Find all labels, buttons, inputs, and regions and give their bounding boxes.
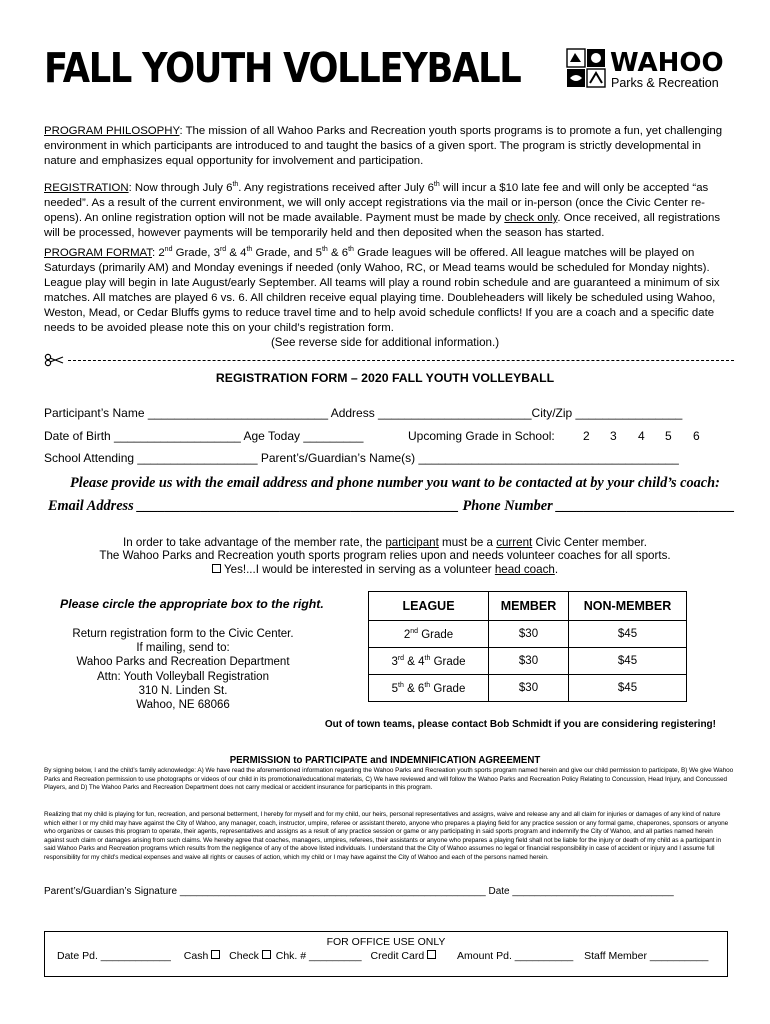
email-prompt: Please provide us with the email address and phone number you want to be contacted at by your child’s coach: [70,475,720,491]
registration-text: . Any registrations received after July 6 [238,181,434,194]
table-row[interactable] [369,675,687,702]
superscript: nd [410,627,419,635]
form-title: REGISTRATION FORM – 2020 FALL YOUTH VOLLEYBALL [215,371,555,385]
superscript: th [348,246,354,253]
philosophy-label: PROGRAM PHILOSOPHY [44,125,180,137]
date-paid-field[interactable]: Date Pd. ____________ [57,950,171,962]
permission-title: PERMISSION to PARTICIPATE and INDEMNIFICATION AGREEMENT [229,755,541,766]
member-fee-cell[interactable]: $30 [489,648,569,675]
cash-checkbox[interactable] [211,950,220,959]
superscript: th [433,181,440,188]
member-text: current [496,536,533,549]
format-text: : 2 [152,246,165,259]
address-line: 310 N. Linden St. [138,684,228,697]
member-text: In order to take advantage of the member rate, the [123,536,386,549]
dashed-divider [68,360,734,361]
superscript: th [232,181,239,188]
email-phone-row[interactable]: Email Address _____________________________________________ Phone Number _________________________ [48,498,735,514]
member-note [0,536,770,549]
reverse-side-note: (See reverse side for additional information.) [270,336,500,349]
out-of-town-note: Out of town teams, please contact Bob Schmidt if you are considering registering! [324,719,716,730]
cell-text: Grade [430,655,466,668]
check-label: Check [229,950,259,962]
program-philosophy [44,124,734,169]
table-header-row [369,592,687,621]
registration-section [44,177,734,241]
coach-text: Yes!...I would be interested in serving as a volunteer [220,563,495,576]
cell-text: & 4 [404,655,425,668]
registration-label: REGISTRATION [44,181,129,194]
office-fields [57,950,708,962]
wahoo-logo-icon [566,48,606,88]
league-cell[interactable] [369,621,489,648]
credit-card-checkbox[interactable] [427,950,436,959]
dob-age-row[interactable]: Date of Birth ___________________ Age Today _________ [44,429,364,443]
member-text: must be a [438,536,497,549]
cell-text: 3 [391,655,398,668]
superscript: th [321,246,328,253]
column-header: NON-MEMBER [569,592,687,621]
table-row[interactable] [369,621,687,648]
coach-checkbox[interactable] [212,564,221,573]
staff-member-field[interactable]: Staff Member __________ [584,950,709,962]
grade-option[interactable]: 6 [693,429,700,443]
registration-text: . Once received, all registrations will be processed, however payments will be temporarily held and then deposited when the season has started. [44,211,721,239]
coach-text: head coach [494,563,555,576]
cell-text: 2 [403,628,411,641]
cell-text: Grade [430,682,466,695]
grade-option[interactable]: 2 [583,429,590,443]
page-title: FALL YOUTH VOLLEYBALL [44,44,521,92]
superscript: rd [397,654,405,662]
scissors-icon [44,353,64,367]
cell-text: 5 [391,682,399,695]
league-cell[interactable] [369,675,489,702]
superscript: rd [219,246,227,253]
coach-text: . [554,563,559,576]
grade-option[interactable]: 3 [610,429,617,443]
coach-volunteer [0,563,770,576]
credit-card-label: Credit Card [370,950,425,962]
signature-row[interactable]: Parent’s/Guardian’s Signature _______________________________________________________ Date _____________________________ [44,886,674,897]
nonmember-fee-cell[interactable]: $45 [569,648,687,675]
philosophy-text: : The mission of all Wahoo Parks and Recreation youth sports programs is to promote a fun, yet challenging environment in which participants are introduced to and taught the basics of a given sport. The program is strictly developmental in nature and emphasizes equal opportunity for involvement and participation. [44,125,723,167]
mailing-address [52,627,314,712]
nonmember-fee-cell[interactable]: $45 [569,621,687,648]
member-text: Civic Center member. [532,536,647,549]
coach-need-note: The Wahoo Parks and Recreation youth sports program relies upon and needs volunteer coaches for all sports. [99,549,671,562]
superscript: th [424,681,431,689]
superscript: th [424,654,431,662]
address-line: Wahoo Parks and Recreation Department [76,656,290,669]
registration-text: will incur a $10 late fee and will only be accepted “as needed”. As a result of the current environment, we will only accept registrations via the mail or in-person (once the Civic Center re-opens). An online registration option will not be made available. Payment must be made by [44,181,709,224]
format-label: PROGRAM FORMAT [44,246,152,259]
table-row[interactable] [369,648,687,675]
wahoo-logo [566,48,736,92]
program-format [44,242,734,336]
format-text: Grade, and 5 [252,246,322,259]
grade-option[interactable]: 5 [665,429,672,443]
grade-label: Upcoming Grade in School: [408,429,555,443]
cut-line [44,353,734,367]
league-fee-table [368,591,687,702]
superscript: th [398,681,404,689]
indemnification-text: Realizing that my child is playing for fun, recreation, and personal betterment, I hereby for myself and for my child, our heirs, personal representatives and assigns, waive and release any and all claim for injuries or damages of any kind of nature which either I or my child may have against the City of Wahoo, any manager, coach, instructor, umpire, referee or assistant thereto, anyone who prepares a playing field for any practice session or any formal game, chaperones, sponsors or anyone who organizes or causes this program to operate, their agents, representatives and assigns as a result of any practice session or game or any participating in said sports program and indemnify the City of Wahoo, and all parties named herein against such claim or damages arising from such claims. We hereby agree that coaches, managers, umpires, referees, their assistants or anyone who prepares a playing field shall not be liable for the injury or death of my child as a participant in said Wahoo Parks and Recreation programs which results from the negligence of any of the above listed individuals. I understand that the City of Wahoo assumes no legal or financial responsibility in case of accident or injury and I assume full responsibility for my child’s medical expenses and waive all rights or causes of action, which my child or I may have against the City of Wahoo and each of the persons named herein. [44,811,729,861]
circle-note: Please circle the appropriate box to the right. [60,597,324,611]
column-header: MEMBER [489,592,569,621]
address-line: Attn: Youth Volleyball Registration [97,670,269,683]
format-text: & 4 [226,246,247,259]
member-fee-cell[interactable]: $30 [489,675,569,702]
permission-acknowledge: By signing below, I and the child’s family acknowledge: A) We have read the aforementioned information regarding the Wahoo Parks and Recreation youth sports program named herein and give our child permission to participate, B) We give Wahoo Parks and Recreation permission to use photographs or videos of our child in its promotional/educational materials, C) We have reviewed and will follow the Wahoo Parks and Recreation Policy Relating to Concussion, Head Injury, and Concussed Players, and D) The Wahoo Parks and Recreation Department does not carry medical or accident insurance for participants in this program. [44,767,734,791]
check-checkbox[interactable] [262,950,271,959]
check-number-field[interactable]: Chk. # _________ [275,950,362,962]
cell-text: Grade [418,628,454,641]
column-header: LEAGUE [369,592,489,621]
logo-name: WAHOO [610,48,724,78]
format-text: Grade, 3 [172,246,220,259]
check-only-text: check only [504,211,558,224]
cash-label: Cash [183,950,209,962]
amount-paid-field[interactable]: Amount Pd. __________ [457,950,574,962]
participant-row[interactable]: Participant’s Name ___________________________ Address _______________________City/Zip ________________ [44,406,683,420]
school-parent-row[interactable]: School Attending __________________ Parent’s/Guardian’s Name(s) _______________________________________ [44,451,679,465]
member-fee-cell[interactable]: $30 [489,621,569,648]
registration-text: : Now through July 6 [128,181,233,194]
nonmember-fee-cell[interactable]: $45 [569,675,687,702]
format-text: & 6 [327,246,349,259]
format-text: Grade leagues will be offered. All league matches will be played on Saturdays (primarily AM) and Monday evenings if needed (only Wahoo, RC, or Mead teams would be scheduled for Monday nights). League play will begin in late August/early September. All teams will play a round robin schedule and are guaranteed a minimum of six matches. All matches are played 6 vs. 6. All children receive equal playing time. Doubleheaders will likely be scheduled using Wahoo, Weston, Mead, or Cedar Bluffs gyms to reduce travel time and to help avoid schedule conflicts! If you are a coach and a specific date needs to be avoided please note this on your child’s registration form. [44,246,720,334]
member-text: participant [385,536,439,549]
superscript: nd [164,246,173,253]
office-title: FOR OFFICE USE ONLY [326,936,446,948]
office-use-box [44,931,728,977]
address-line: Return registration form to the Civic Center. [72,628,294,640]
address-line: If mailing, send to: [136,642,230,655]
cell-text: & 6 [403,682,425,695]
logo-subtitle: Parks & Recreation [611,76,719,90]
grade-option[interactable]: 4 [638,429,645,443]
address-line: Wahoo, NE 68066 [136,699,230,712]
league-cell[interactable] [369,648,489,675]
superscript: th [246,246,253,253]
